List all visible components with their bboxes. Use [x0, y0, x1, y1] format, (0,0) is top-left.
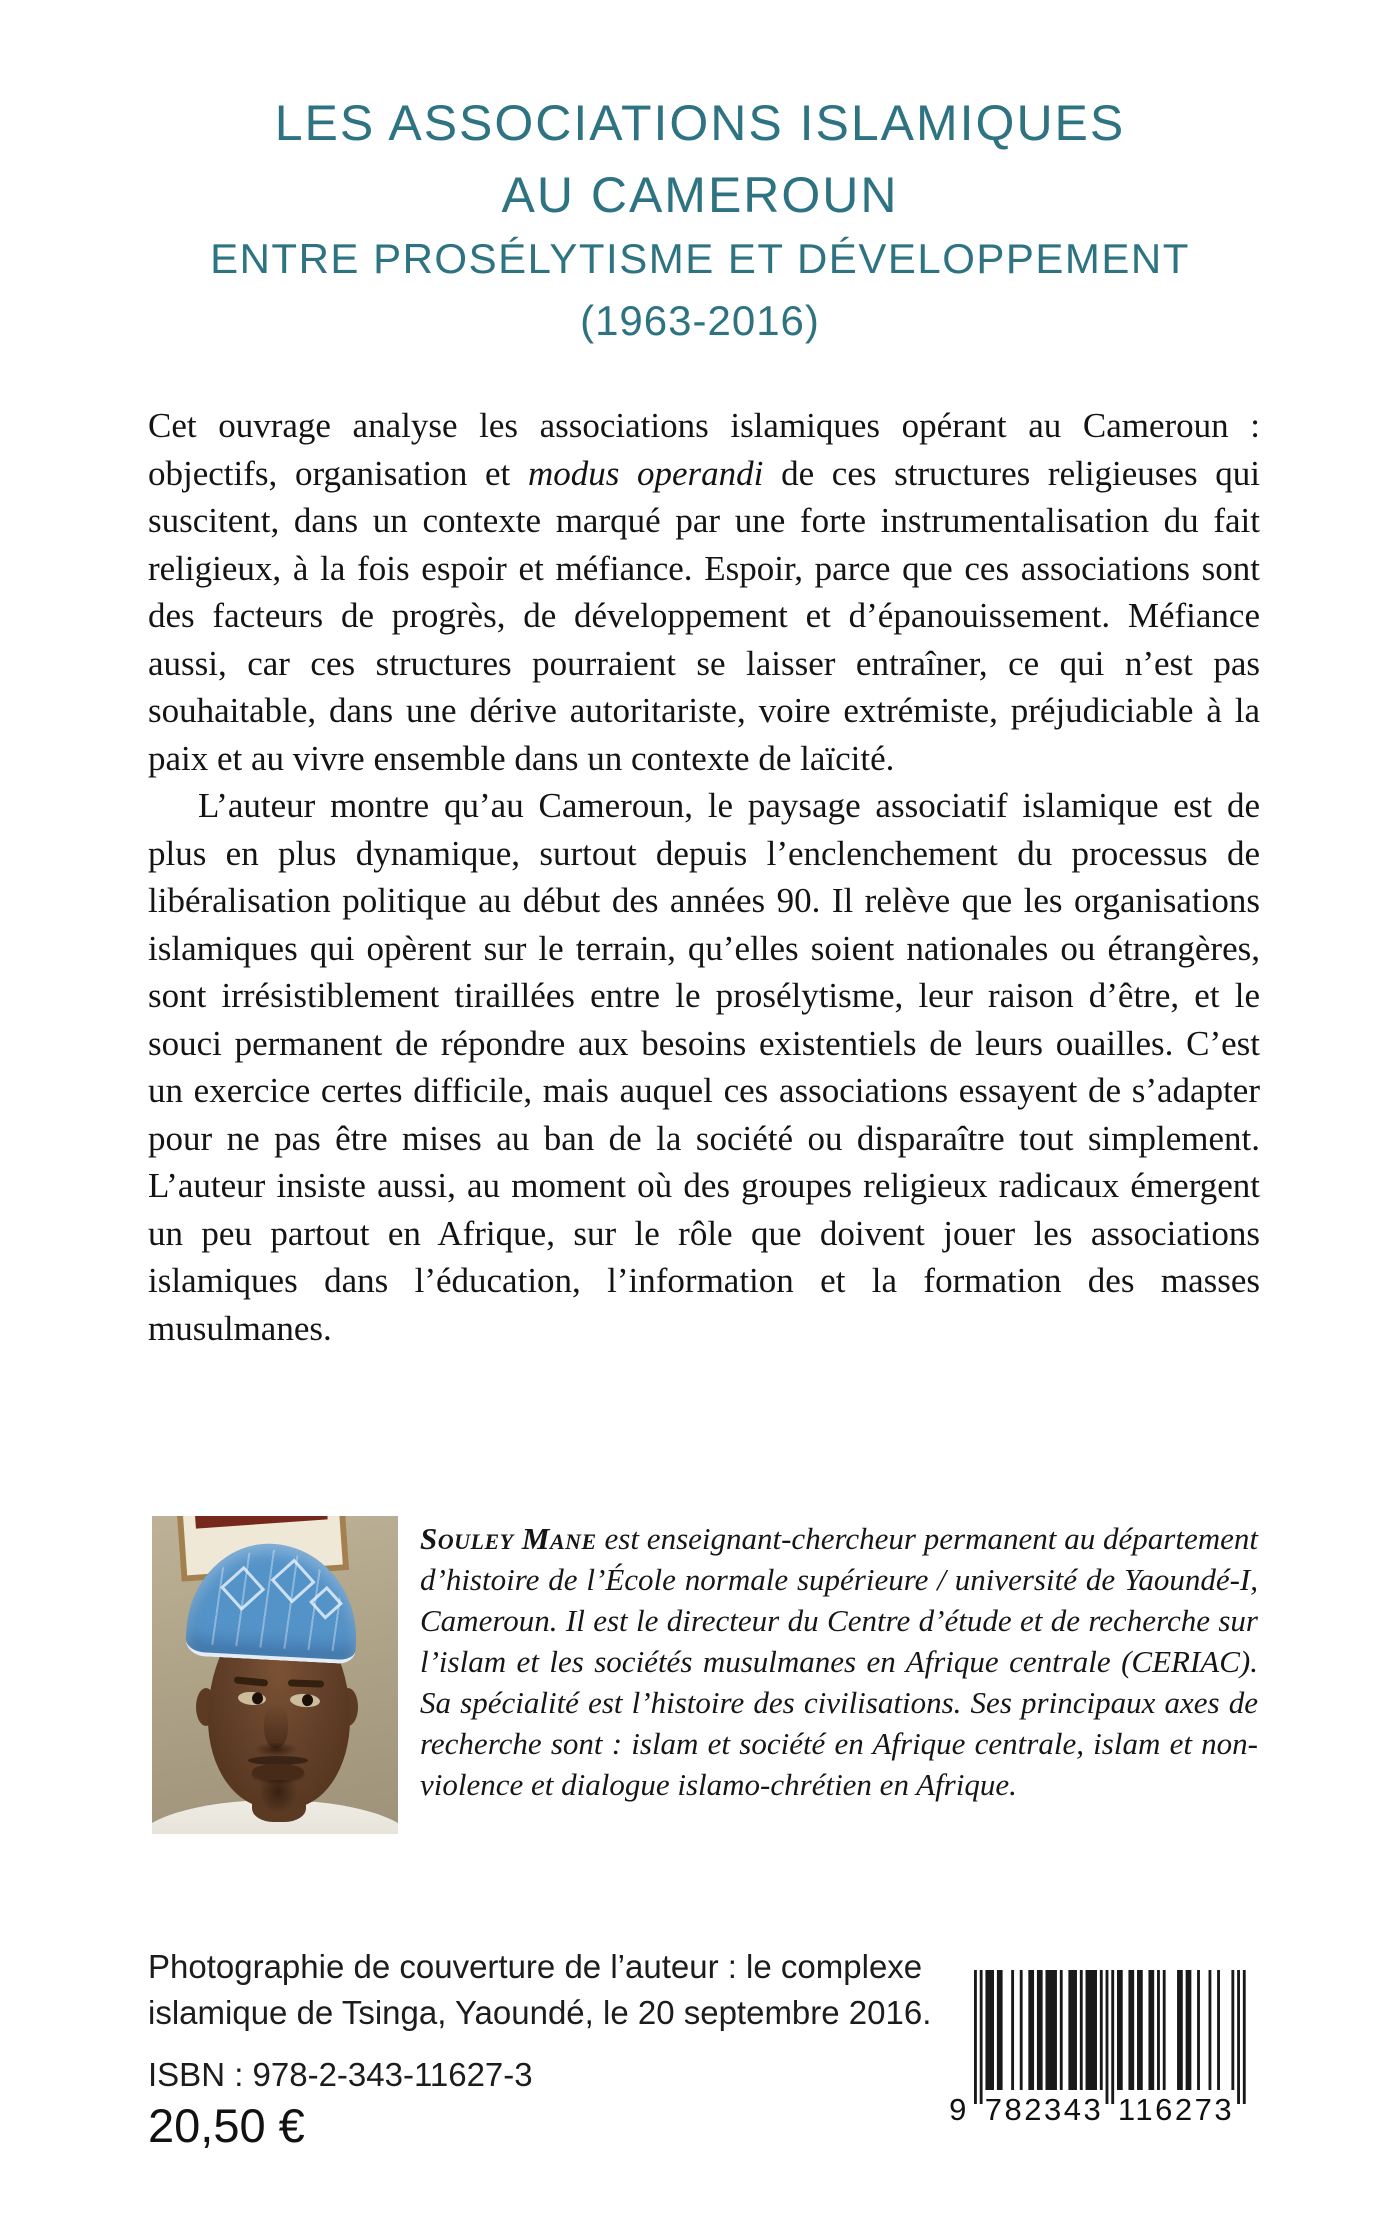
- author-name: Souley Mane: [420, 1521, 597, 1556]
- synopsis-paragraph-2: L’auteur montre qu’au Cameroun, le paysage associatif islamique est de plus en plus dynamique, surtout depuis l’enclenchement du processus de libéralisation politique au début des années 90. Il relève que les organisations islamiques qui opèrent sur le terrain, qu’elles soient nationales ou étrangères, sont irrésistiblement tiraillées entre le prosélytisme, leur raison d’être, et le souci permanent de répondre aux besoins existentiels de leurs ouailles. C’est un exercice certes difficile, mais auquel ces associations essayent de s’adapter pour ne pas être mises au ban de la société ou disparaître tout simplement. L’auteur insiste aussi, au moment où des groupes religieux radicaux émergent un peu partout en Afrique, sur le rôle que doivent jouer les associations islamiques dans l’éducation, l’information et la formation des masses musulmanes.: [148, 786, 1260, 1348]
- author-bio: [420, 1518, 1258, 1834]
- synopsis-latin-phrase: modus operandi: [527, 453, 764, 493]
- author-section: [152, 1516, 1258, 1834]
- synopsis-text: Cet ouvrage analyse les associations islamiques opérant au Cameroun : objectifs, organisation et: [148, 406, 1260, 493]
- cap-motif: [309, 1586, 343, 1620]
- price: 20,50 €: [148, 2099, 305, 2152]
- pupil: [252, 1692, 264, 1705]
- barcode-digit-group-2: 782343: [984, 2092, 1104, 2126]
- barcode-bars: [944, 1970, 1246, 2126]
- lips: [252, 1764, 304, 1781]
- cap-motif: [271, 1558, 316, 1603]
- book-years: (1963-2016): [580, 297, 820, 344]
- book-title-line-1: LES ASSOCIATIONS ISLAMIQUES: [274, 95, 1126, 151]
- ean13-barcode: [944, 1970, 1246, 2126]
- eyebrow-right: [288, 1679, 324, 1687]
- nostrils: [254, 1742, 298, 1757]
- book-subtitle: ENTRE PROSÉLYTISME ET DÉVELOPPEMENT: [210, 235, 1190, 282]
- author-photo: [152, 1516, 398, 1834]
- author-bio-text: est enseignant-chercheur permanent au département d’histoire de l’École normale supérieure / université de Yaoundé-I, Cameroun. Il est le directeur du Centre d’étude et de recherche sur l’islam et les sociétés musulmanes en Afrique centrale (CERIAC). Sa spécialité est l’histoire des civilisations. Ses principaux axes de recherche sont : islam et société en Afrique centrale, islam et non-violence et dialogue islamo-chrétien en Afrique.: [420, 1521, 1258, 1802]
- goatee: [260, 1780, 296, 1812]
- barcode-digit-group-1: 9: [949, 2092, 969, 2126]
- photo-credit-line-1: Photographie de couverture de l’auteur : le complexe: [148, 1948, 923, 1985]
- synopsis-text: de ces structures religieuses qui suscitent, dans un contexte marqué par une forte instrumentalisation du fait religieux, à la fois espoir et méfiance. Espoir, parce que ces associations sont des facteurs de progrès, de développement et d’épanouissement. Méfiance aussi, car ces structures pourraient se laisser entraîner, ce qui n’est pas souhaitable, dans une dérive autoritariste, voire extrémiste, préjudiciable à la paix et au vivre ensemble dans un contexte de laïcité.: [148, 453, 1260, 778]
- pupil: [302, 1694, 314, 1707]
- photo-credit: [148, 1944, 931, 2036]
- synopsis: [148, 402, 1260, 1352]
- cap-motif: [220, 1566, 265, 1611]
- synopsis-paragraph-1: [148, 402, 1260, 782]
- wall-picture-inner: [194, 1516, 328, 1529]
- isbn: ISBN : 978-2-343-11627-3: [148, 2056, 533, 2093]
- barcode-digit-group-3: 116273: [1117, 2092, 1235, 2126]
- photo-credit-line-2: islamique de Tsinga, Yaoundé, le 20 septembre 2016.: [148, 1994, 932, 2031]
- book-title-line-2: AU CAMEROUN: [501, 167, 899, 223]
